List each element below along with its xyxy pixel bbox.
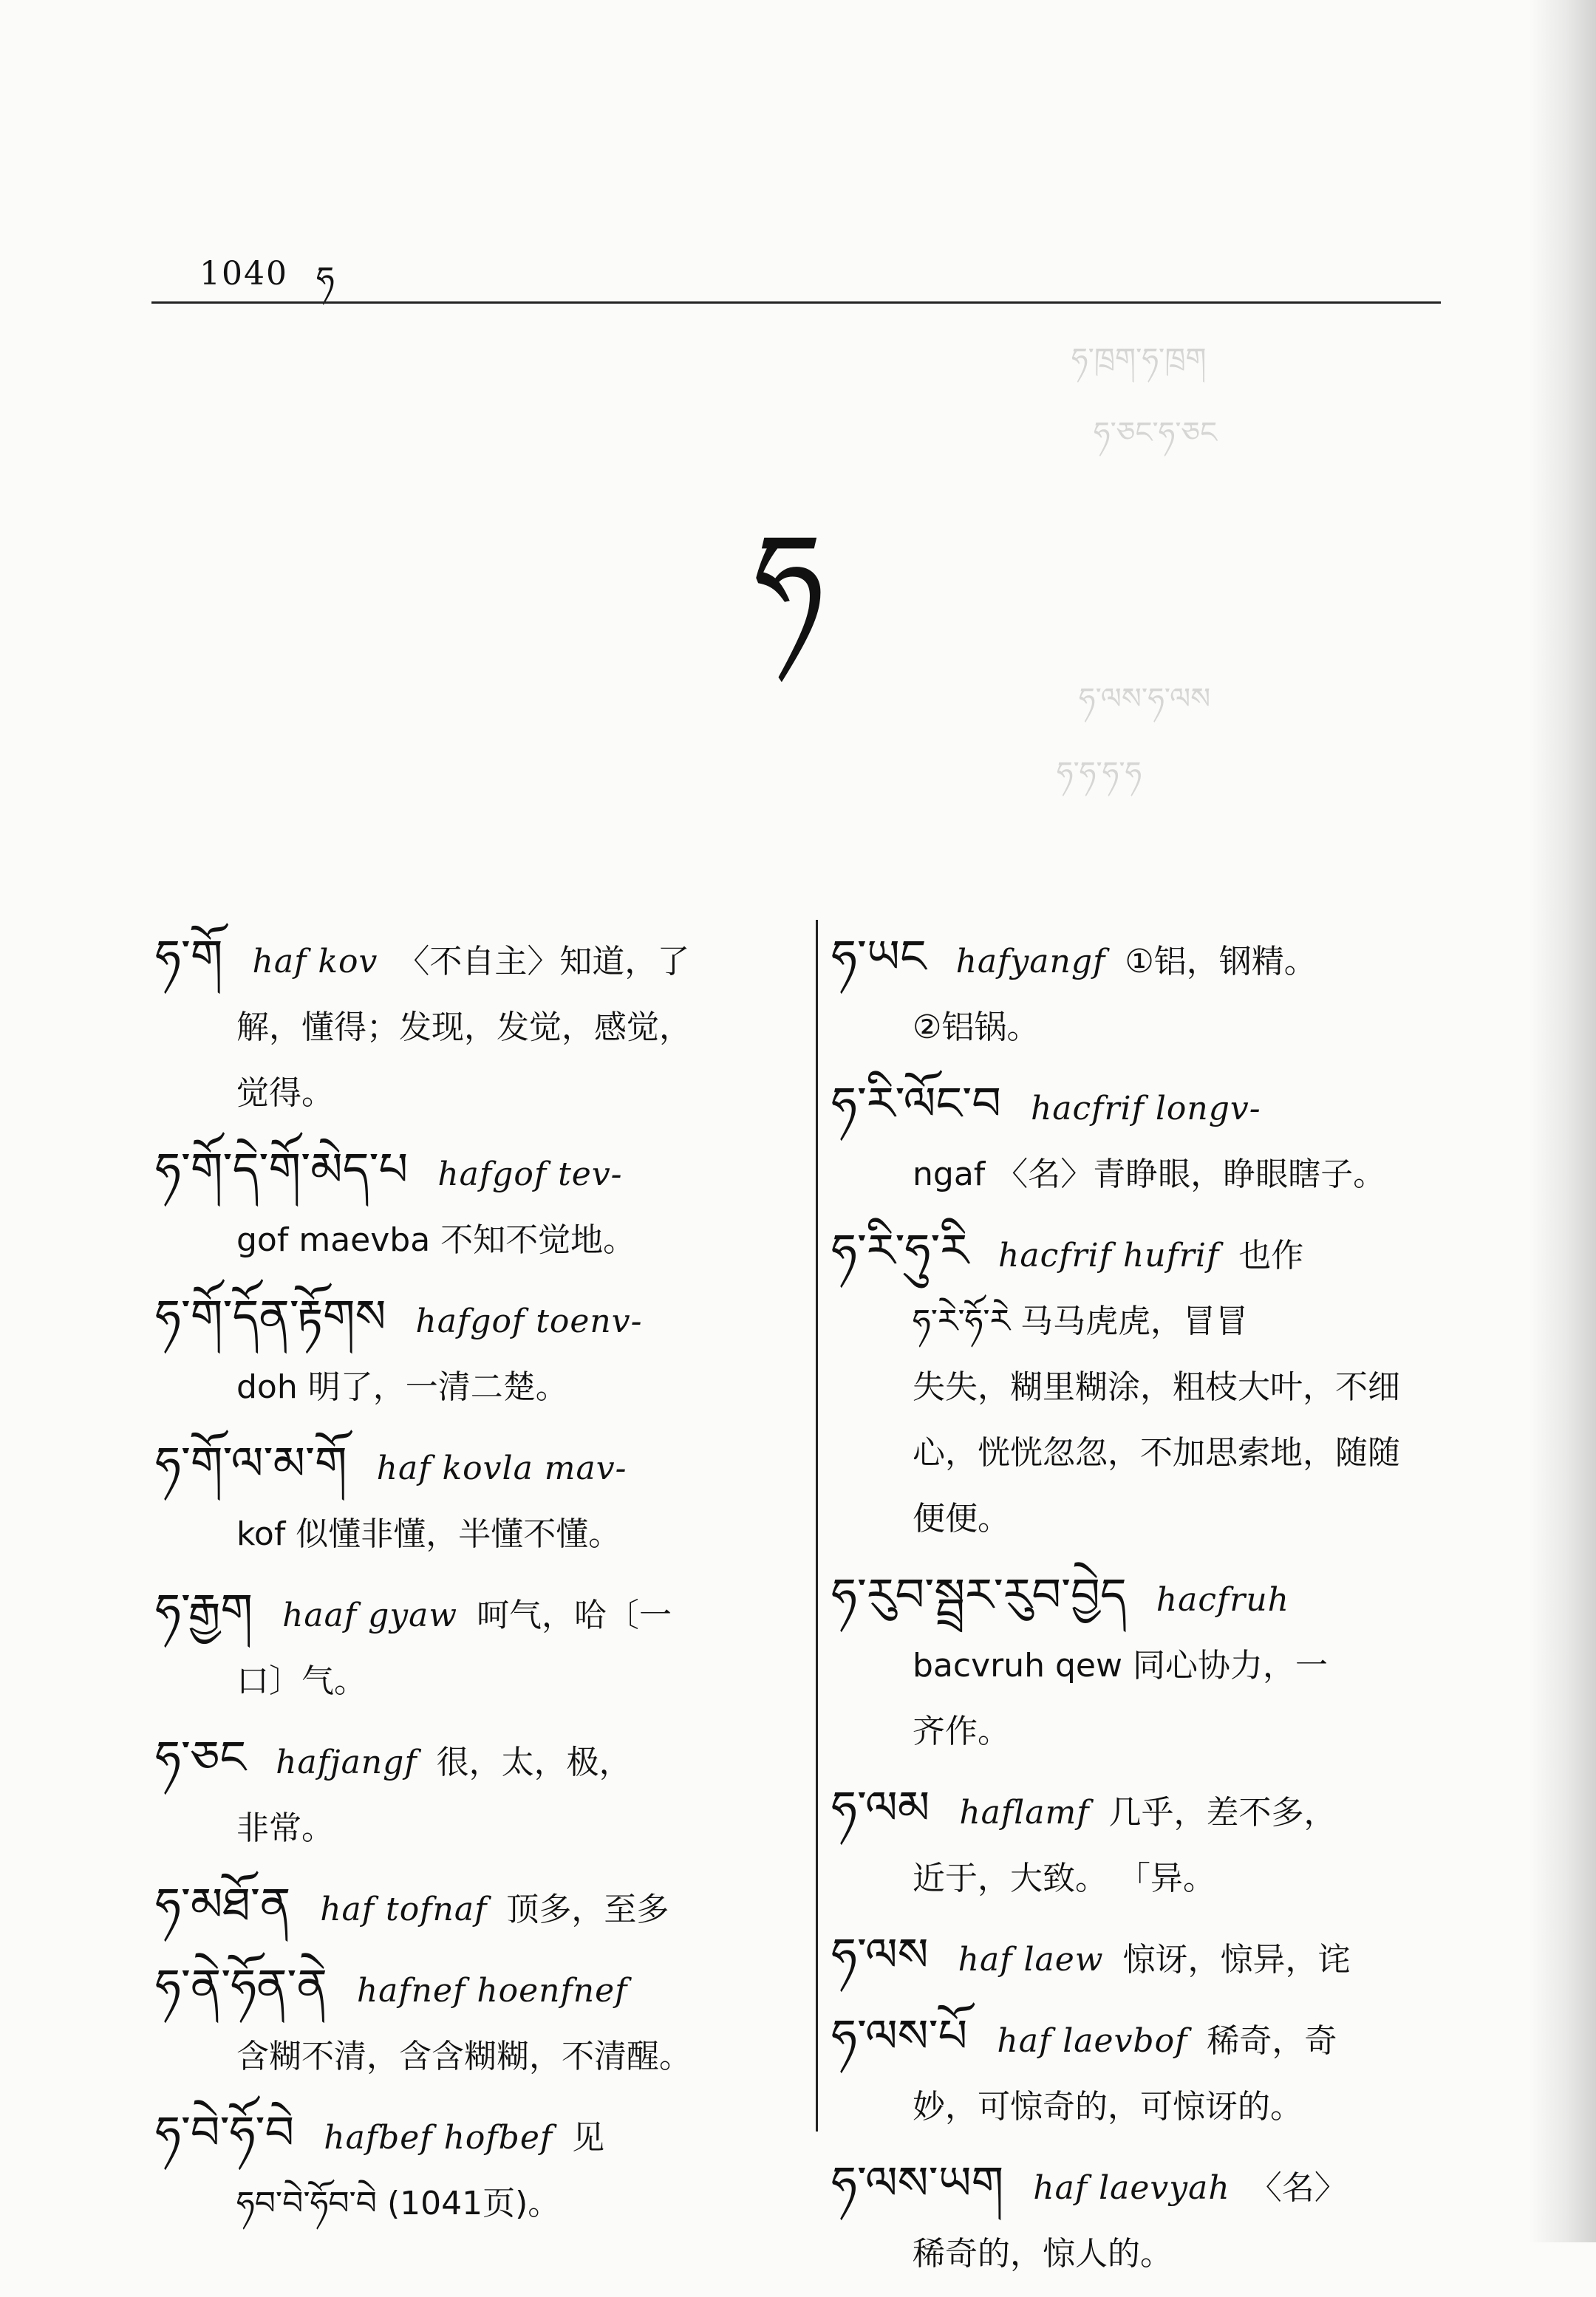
entry-definition: 解，懂得；发现，发觉，感觉， [236, 1008, 692, 1046]
entry-headword: ཧ་བེ་ཧོ་བེ [155, 2106, 295, 2160]
entry-romanization: haf tofnaf [320, 1891, 488, 1928]
entry-definition: ①铝，钢精。 [1125, 943, 1317, 980]
entry-romanization: hafjangf [276, 1744, 417, 1781]
entry-cross-reference: ཧབ་བེ་ཧོབ་བེ (1041页)。 [236, 2185, 561, 2222]
entry-romanization: hacfrif hufrif [998, 1237, 1220, 1274]
entry-definition: gof maevba 不知不觉地。 [236, 1221, 636, 1259]
entry-headword: ཧ་ཡང [831, 929, 927, 983]
dictionary-entry [831, 1775, 1459, 1911]
entry-definition: 〈名〉 [1249, 2169, 1347, 2207]
entry-definition: doh 明了，一清二楚。 [236, 1368, 568, 1406]
left-column [155, 924, 798, 2247]
entry-definition: 稀奇的，惊人的。 [913, 2235, 1173, 2273]
entry-definition: 惊讶，惊异，诧 [1122, 1941, 1351, 1979]
header-rule [151, 301, 1441, 304]
entry-definition: 〈不自主〉知道，了 [397, 943, 690, 980]
dictionary-entry [831, 2150, 1459, 2287]
page-header-letter: ཧ [316, 260, 335, 298]
dictionary-entry [155, 1871, 798, 1942]
entry-romanization: hafbef hofbef [324, 2119, 553, 2157]
column-divider [816, 920, 818, 2132]
entry-romanization: hafnef hoenfnef [356, 1972, 628, 2010]
entry-headword: ཧ་རི་ལོང་བ [831, 1076, 1001, 1130]
right-column [831, 924, 1459, 2297]
dictionary-entry [155, 1283, 798, 1420]
entry-definition: ཧ་རེ་ཧོ་རེ 马马虎虎，冒冒 [913, 1303, 1248, 1340]
dictionary-entry [831, 1218, 1459, 1552]
entry-romanization: hacfrif longv- [1030, 1090, 1261, 1127]
entry-headword: ཧ་ལམ [831, 1781, 930, 1834]
entry-romanization: hafyangf [955, 943, 1106, 980]
entry-definition: 便便。 [913, 1500, 1010, 1537]
dictionary-entry [831, 2003, 1459, 2140]
entry-romanization: haf laevbof [997, 2022, 1188, 2060]
entry-definition: 很，太，极， [436, 1744, 632, 1781]
entry-definition: 也作 [1238, 1237, 1304, 1274]
entry-headword: ཧ་ལས་ཡག [831, 2156, 1004, 2210]
entry-headword: ཧ་ལས [831, 1928, 929, 1982]
entry-definition: 齐作。 [913, 1713, 1010, 1750]
dictionary-entry [831, 1922, 1459, 1993]
dictionary-entry [155, 1136, 798, 1273]
entry-romanization: haflamf [959, 1794, 1090, 1832]
entry-romanization: hafgof toenv- [415, 1303, 643, 1340]
entry-definition: 几乎，差不多， [1108, 1794, 1337, 1832]
page-number: 1040 [200, 255, 288, 293]
entry-definition: kof 似懂非懂，半懂不懂。 [236, 1515, 621, 1553]
entry-definition: 妙，可惊奇的，可惊讶的。 [913, 2088, 1303, 2126]
entry-romanization: haf kov [252, 943, 378, 980]
entry-definition: 呵气，哈〔一 [477, 1597, 672, 1634]
entry-definition: 含糊不清，含含糊糊，不清醒。 [236, 2038, 692, 2075]
entry-headword: ཧ་མཐོ་ན [155, 1877, 291, 1931]
entry-definition: 近于，大致。 「异。 [913, 1860, 1215, 1897]
bleed-through-text: ཧ་ཧ་ཧ་ཧ [1057, 756, 1142, 790]
entry-definition: ngaf 〈名〉青睁眼，睁眼瞎子。 [913, 1156, 1386, 1193]
entry-definition: ②铝锅。 [913, 1008, 1040, 1046]
entry-headword: ཧ་གོ་དོན་རྟོགས [155, 1289, 386, 1343]
dictionary-entry [155, 924, 798, 1126]
entry-headword: ཧ་གོ་དེ་གོ་མེད་པ [155, 1142, 409, 1196]
entry-headword: ཧ་ནེ་ཧོན་ནེ [155, 1959, 327, 2013]
entry-romanization: hacfruh [1156, 1581, 1289, 1619]
bleed-through-text: ཧ་ལས་ཧ་ལས [1079, 682, 1211, 716]
dictionary-entry [155, 1724, 798, 1861]
entry-definition: 见 [572, 2119, 605, 2157]
section-letter: ཧ [754, 507, 825, 653]
entry-romanization: haf laevyah [1033, 2169, 1230, 2207]
entry-romanization: haaf gyaw [282, 1597, 458, 1634]
scan-edge-shadow [1530, 0, 1596, 2242]
entry-headword: ཧ་རི་ཧུ་རི [831, 1223, 969, 1277]
entry-definition: 心，恍恍忽忽，不加思索地，随随 [913, 1434, 1400, 1472]
dictionary-entry [831, 1562, 1459, 1764]
entry-definition: 顶多，至多 [506, 1891, 669, 1928]
dictionary-entry [831, 1071, 1459, 1207]
dictionary-entry [155, 1430, 798, 1567]
entry-definition: 觉得。 [236, 1074, 334, 1112]
entry-headword: ཧ་གོ [155, 929, 223, 983]
entry-definition: 稀奇，奇 [1207, 2022, 1337, 2060]
entry-definition: 非常。 [236, 1809, 334, 1847]
dictionary-entry [155, 1953, 798, 2089]
entry-definition: 口〕气。 [236, 1662, 366, 1700]
bleed-through-text: ཧ་ཁྲག་ཧ་ཁྲག [1071, 342, 1207, 376]
dictionary-entry [831, 924, 1459, 1060]
entry-definition: 失失，糊里糊涂，粗枝大叶，不细 [913, 1368, 1400, 1406]
dictionary-entry [155, 2100, 798, 2236]
dictionary-entry [155, 1577, 798, 1714]
entry-headword: ཧ་རུབ་སྦྲར་རུབ་བྱེད [831, 1568, 1127, 1622]
entry-headword: ཧ་རྒྱག [155, 1583, 253, 1637]
entry-romanization: haf kovla mav- [376, 1450, 627, 1487]
entry-headword: ཧ་གོ་ལ་མ་གོ [155, 1436, 347, 1490]
entry-romanization: haf laew [958, 1941, 1104, 1979]
entry-romanization: hafgof tev- [437, 1156, 623, 1193]
bleed-through-text: ཧ་ཅང་ཧ་ཅང [1094, 416, 1218, 450]
entry-headword: ཧ་ཅང [155, 1730, 247, 1784]
entry-headword: ཧ་ལས་པོ [831, 2009, 968, 2063]
entry-definition: bacvruh qew 同心协力，一 [913, 1647, 1328, 1685]
